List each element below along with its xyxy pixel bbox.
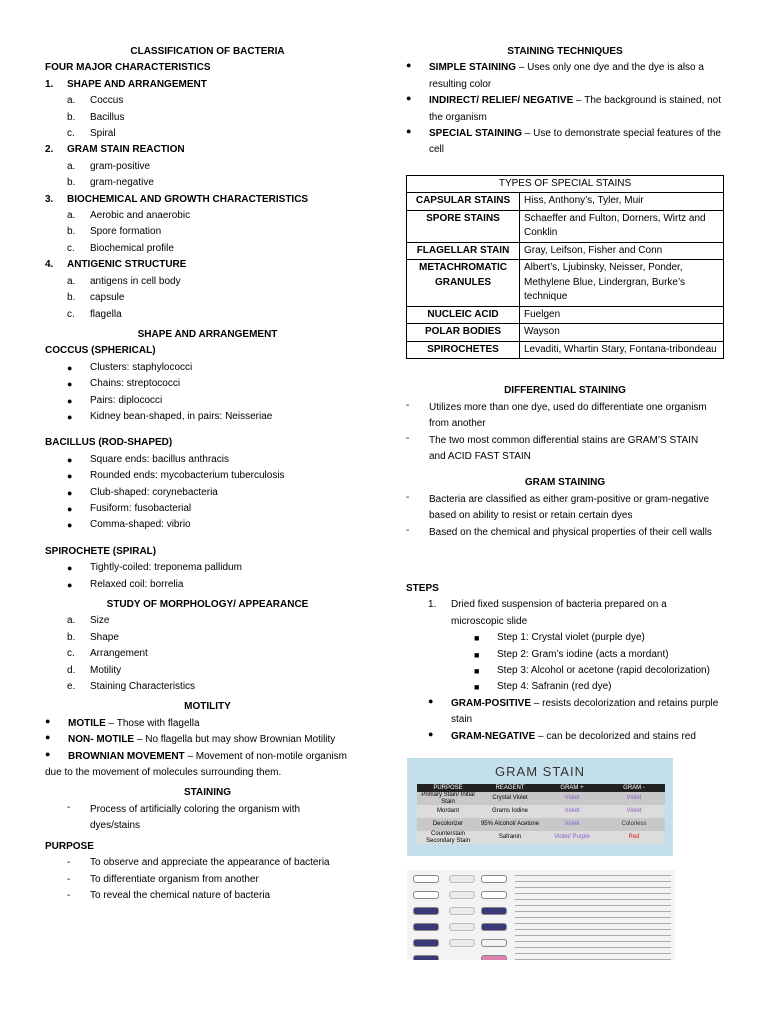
differential-text-1b: from another [429,418,486,430]
bullet-icon: ● [45,748,51,759]
bullet-icon: ● [67,563,73,574]
bacillus-item [45,452,370,468]
coccus-item-text: Chains: streptococci [90,378,181,390]
classification-title: CLASSIFICATION OF BACTERIA [130,46,285,57]
characteristic-label: BIOCHEMICAL AND GROWTH CHARACTERISTICS [67,193,309,205]
purpose-item-text: To reveal the chemical nature of bacteria [90,889,271,901]
brownian-item [45,749,370,765]
stain-methods-cell: Levaditi, Whartin Stary, Fontana-tribondeau [520,341,724,359]
list-letter: b. [67,292,76,304]
dash-marker: - [406,491,410,503]
characteristic-subitem [45,93,370,109]
substep-item [406,679,724,695]
indirect-staining-item [406,93,724,126]
motility-title: MOTILITY [184,701,231,713]
list-letter: b. [67,111,76,123]
figure-table-cell: Violet [564,821,580,828]
dash-marker: - [67,889,71,901]
simple-staining-text: – Uses only one dye and the dye is also a [516,62,704,74]
figure-table-row [417,792,665,805]
gram-staining-title: GRAM STAINING [524,477,606,489]
bullet-icon: ● [406,93,412,104]
coccus-item-text: Clusters: staphylococci [90,361,193,373]
spirochete-list [45,560,370,593]
purpose-item-text: To observe and appreciate the appearance of bacteria [90,857,330,869]
bullet-icon: ● [67,395,73,406]
coccus-list [45,360,370,426]
differential-staining-title: DIFFERENTIAL STAINING [504,385,626,397]
morphology-item [45,630,370,646]
figure-table-row [417,831,665,844]
bullet-icon: ● [67,503,73,514]
differential-text-2b: and ACID FAST STAIN [429,450,531,462]
step-number: 1. [428,599,437,611]
table-row [407,260,724,307]
characteristic-subitem [45,126,370,142]
dash-marker: - [67,801,71,813]
stain-methods-cell: Gray, Leifson, Fisher and Conn [520,242,724,260]
four-characteristics-heading: FOUR MAJOR CHARACTERISTICS [45,62,211,74]
figure-table-cell: Counterstain Secondary Stain [425,831,471,844]
stain-type-cell: POLAR BODIES [407,324,520,342]
gram-text-2: Based on the chemical and physical properties of their cell walls [429,526,712,538]
bullet-icon: ● [67,379,73,390]
purpose-item [45,855,370,871]
spirochete-item [45,560,370,576]
list-letter: a. [67,275,76,287]
substep-text: Step 3: Alcohol or acetone (rapid decolorization) [497,665,710,677]
figure-header-cell: GRAM - [623,784,645,791]
subitem-text: capsule [90,292,125,304]
gram-item-1 [406,492,724,525]
bacillus-item-text: Club-shaped: corynebacteria [90,486,218,498]
stain-methods-cell: Schaeffer and Fulton, Dorners, Wirtz and Conklin [520,210,724,242]
steps-heading: STEPS [406,583,439,594]
morphology-item-text: Arrangement [90,648,148,660]
characteristic-heading [45,142,370,158]
bullet-icon: ● [406,126,412,137]
gram-negative-label: GRAM-NEGATIVE [451,730,536,742]
bacillus-item-text: Square ends: bacillus anthracis [90,453,229,465]
special-staining-text-2: cell [429,144,445,156]
bullet-icon: ● [406,60,412,71]
gram-positive-text: – resists decolorization and retains purple [531,697,719,709]
morphology-item [45,679,370,695]
coccus-item [45,393,370,409]
dash-marker: - [67,873,71,885]
figure-header-row [417,784,665,792]
subitem-text: Spore formation [90,226,162,238]
spirochete-item [45,577,370,593]
purpose-list [45,855,370,904]
motile-text: – Those with flagella [105,717,200,729]
table-row [407,341,724,359]
figure-table-cell: Crystal Violet [492,795,528,802]
stain-type-cell: SPIROCHETES [407,341,520,359]
table-row [407,306,724,324]
morphology-item-text: Shape [90,631,119,643]
purpose-item [45,888,370,904]
bacillus-item [45,501,370,517]
list-letter: e. [67,681,76,693]
steps-figure-text-block [515,873,671,960]
coccus-item-text: Kidney bean-shaped, in pairs: Neisseriae [90,410,273,422]
indirect-staining-text: – The background is stained, not [573,95,721,107]
bacillus-list [45,452,370,534]
spirochete-item-text: Relaxed coil: borrelia [90,578,184,590]
characteristics-list [45,77,370,323]
figure-table-cell: Grams Iodine [491,808,528,815]
characteristic-subitem [45,159,370,175]
nonmotile-text: – No flagella but may show Brownian Motility [134,734,336,746]
list-letter: b. [67,226,76,238]
subitem-text: Bacillus [90,111,125,123]
gram-positive-text-2: stain [451,714,473,726]
figure-table-cell: Decolorizer [432,821,464,828]
indirect-staining-label: INDIRECT/ RELIEF/ NEGATIVE [429,95,574,107]
brownian-text-continued: due to the movement of molecules surrounding them. [45,767,282,779]
characteristic-subitem [45,175,370,191]
morphology-item-text: Motility [90,664,122,676]
gram-text-1b: based on ability to resist or retain certain dyes [429,510,633,522]
bacillus-item [45,485,370,501]
simple-staining-item [406,60,724,93]
figure-header-cell: REAGENT [495,784,525,791]
table-row [407,242,724,260]
stain-methods-cell: Wayson [520,324,724,342]
special-staining-label: SPECIAL STAINING [429,128,522,140]
figure-table-cell: Red [628,834,640,841]
characteristic-subitem [45,290,370,306]
nonmotile-label: NON- MOTILE [68,734,135,746]
purpose-heading: PURPOSE [45,840,94,852]
coccus-heading: COCCUS (SPHERICAL) [45,345,156,357]
figure-table-cell: Primary Stain/ Initial Stain [421,792,475,805]
stain-type-cell: METACHROMATIC GRANULES [407,260,520,307]
coccus-item [45,409,370,425]
subitem-text: flagella [90,308,122,320]
characteristic-label: GRAM STAIN REACTION [67,144,185,156]
characteristic-subitem [45,208,370,224]
special-stains-table [406,175,724,360]
list-letter: c. [67,242,75,254]
bullet-icon: ● [67,362,73,373]
morphology-list [45,613,370,695]
spirochete-heading: SPIROCHETE (SPIRAL) [45,545,157,557]
figure-table-row [417,805,665,818]
spirochete-item-text: Tightly-coiled: treponema pallidum [90,562,242,574]
subitem-text: gram-negative [90,177,154,189]
purpose-item-text: To differentiate organism from another [90,873,259,885]
list-letter: a. [67,160,76,172]
dash-marker: - [67,857,71,869]
figure-table-cell: Safranin [498,834,522,841]
bullet-icon: ● [67,579,73,590]
staining-line-1: Process of artificially coloring the organism with [90,803,301,815]
morphology-title: STUDY OF MORPHOLOGY/ APPEARANCE [106,599,309,610]
dash-marker: - [406,432,410,444]
subitem-text: Coccus [90,95,124,107]
substep-text: Step 4: Safranin (red dye) [497,681,612,693]
characteristic-label: ANTIGENIC STRUCTURE [67,259,187,271]
list-letter: c. [67,308,75,320]
simple-staining-text-2: resulting color [429,78,492,90]
motile-item [45,716,370,732]
dash-marker: - [406,524,410,536]
subitem-text: Aerobic and anaerobic [90,210,191,222]
figure-table-cell: Colorless [621,821,647,828]
differential-text-2a: The two most common differential stains are GRAM’S STAIN [429,434,699,446]
shape-arrangement-title: SHAPE AND ARRANGEMENT [137,328,278,340]
list-letter: c. [67,648,75,660]
characteristic-subitem [45,110,370,126]
characteristic-heading [45,257,370,273]
gram-negative-text: – can be decolorized and stains red [535,730,696,742]
list-number: 4. [45,259,54,271]
subitem-text: Spiral [90,128,116,140]
square-bullet-icon: ■ [474,649,480,660]
bullet-icon: ● [67,411,73,422]
list-letter: c. [67,128,75,140]
table-row [407,210,724,242]
simple-staining-label: SIMPLE STAINING [429,62,517,74]
bullet-icon: ● [428,728,434,739]
slide-column-gram-positive [411,873,443,960]
table-row [407,193,724,211]
characteristic-heading [45,192,370,208]
square-bullet-icon: ■ [474,633,480,644]
subitem-text: Biochemical profile [90,242,174,254]
special-staining-text: – Use to demonstrate special features of the [521,128,721,140]
figure-table-row [417,818,665,831]
subitem-text: gram-positive [90,160,151,172]
left-column [45,44,370,904]
bacillus-item-text: Rounded ends: mycobacterium tuberculosis [90,470,285,482]
gram-positive-item [406,696,724,729]
brownian-label: BROWNIAN MOVEMENT [68,750,185,762]
bullet-icon: ● [45,715,51,726]
figure-header-cell: GRAM + [560,784,584,791]
bacillus-item [45,468,370,484]
figure-table-cell: Mordant [436,808,459,815]
figure-table-cell: 95% Alcohol/ Acetone [480,821,540,828]
list-letter: a. [67,210,76,222]
substep-item [406,663,724,679]
morphology-item-text: Size [90,615,110,627]
morphology-item [45,663,370,679]
figure-table-cell: Violet [564,795,580,802]
stain-methods-cell: Hiss, Anthony’s, Tyler, Muir [520,193,724,211]
characteristic-subitem [45,241,370,257]
square-bullet-icon: ■ [474,666,480,677]
gram-negative-item [406,729,724,745]
stain-type-cell: SPORE STAINS [407,210,520,242]
differential-text-1a: Utilizes more than one dye, used do differentiate one organism [429,401,707,413]
differential-item-1 [406,400,724,433]
substeps-list [406,630,724,696]
list-letter: a. [67,615,76,627]
gram-stain-figure [407,758,673,856]
bullet-icon: ● [45,732,51,743]
brownian-text: – Movement of non-motile organism [184,750,347,762]
coccus-item-text: Pairs: diplococci [90,394,163,406]
substep-text: Step 2: Gram’s iodine (acts a mordant) [497,648,669,660]
bacillus-item-text: Fusiform: fusobacterial [90,502,192,514]
bacillus-item-text: Comma-shaped: vibrio [90,519,191,531]
stain-type-cell: FLAGELLAR STAIN [407,242,520,260]
gram-positive-label: GRAM-POSITIVE [451,697,532,709]
step-1-text-a: Dried fixed suspension of bacteria prepared on a [451,599,667,611]
list-letter: a. [67,95,76,107]
characteristic-heading [45,77,370,93]
characteristic-subitem [45,307,370,323]
characteristic-subitem [45,224,370,240]
list-number: 1. [45,78,54,90]
morphology-item-text: Staining Characteristics [90,681,196,693]
substep-item [406,630,724,646]
indirect-staining-text-2: the organism [429,111,487,123]
characteristic-label: SHAPE AND ARRANGEMENT [67,78,207,90]
square-bullet-icon: ■ [474,682,480,693]
list-letter: b. [67,631,76,643]
list-number: 2. [45,144,54,156]
figure-table-cell: Violet [564,808,580,815]
bullet-icon: ● [67,520,73,531]
step-1-text-b: microscopic slide [451,615,528,627]
morphology-item [45,613,370,629]
list-letter: d. [67,664,76,676]
reagent-column [447,873,477,947]
bullet-icon: ● [67,454,73,465]
differential-item-2 [406,433,724,466]
bacillus-item [45,517,370,533]
purpose-item [45,872,370,888]
characteristic-subitem [45,274,370,290]
gram-stain-figure-table [417,784,665,844]
figure-table-cell: Violet [626,795,642,802]
staining-techniques-title: STAINING TECHNIQUES [507,46,623,57]
nonmotile-item [45,732,370,748]
list-letter: b. [67,177,76,189]
stain-type-cell: CAPSULAR STAINS [407,193,520,211]
gram-stain-steps-figure [407,870,675,960]
substep-item [406,647,724,663]
bullet-icon: ● [67,487,73,498]
stain-type-cell: NUCLEIC ACID [407,306,520,324]
motile-label: MOTILE [68,717,106,729]
gram-text-1a: Bacteria are classified as either gram-positive or gram-negative [429,493,710,505]
figure-table-cell: Violet [626,808,642,815]
morphology-item [45,646,370,662]
gram-item-2 [406,525,724,541]
special-staining-item [406,126,724,159]
slide-column-gram-negative [479,873,511,960]
staining-definition [45,802,370,835]
coccus-item [45,360,370,376]
bullet-icon: ● [67,471,73,482]
figure-header-cell: PURPOSE [433,784,463,791]
right-column [406,44,724,745]
subitem-text: antigens in cell body [90,275,181,287]
figure-table-cell: Violet/ Purple [554,834,590,841]
substep-text: Step 1: Crystal violet (purple dye) [497,632,645,644]
coccus-item [45,376,370,392]
bacillus-heading: BACILLUS (ROD-SHAPED) [45,437,173,449]
stain-methods-cell: Fuelgen [520,306,724,324]
list-number: 3. [45,193,54,205]
bullet-icon: ● [428,695,434,706]
special-stains-table-title: TYPES OF SPECIAL STAINS [407,175,724,193]
gram-stain-figure-title: GRAM STAIN [495,764,585,779]
staining-line-2: dyes/stains [90,820,141,832]
dash-marker: - [406,399,410,411]
stain-methods-cell: Albert’s, Ljubinsky, Neisser, Ponder, Methylene Blue, Lindergran, Burke’s technique [520,260,724,307]
table-row [407,324,724,342]
step-1 [406,597,724,630]
staining-title: STAINING [183,787,232,799]
